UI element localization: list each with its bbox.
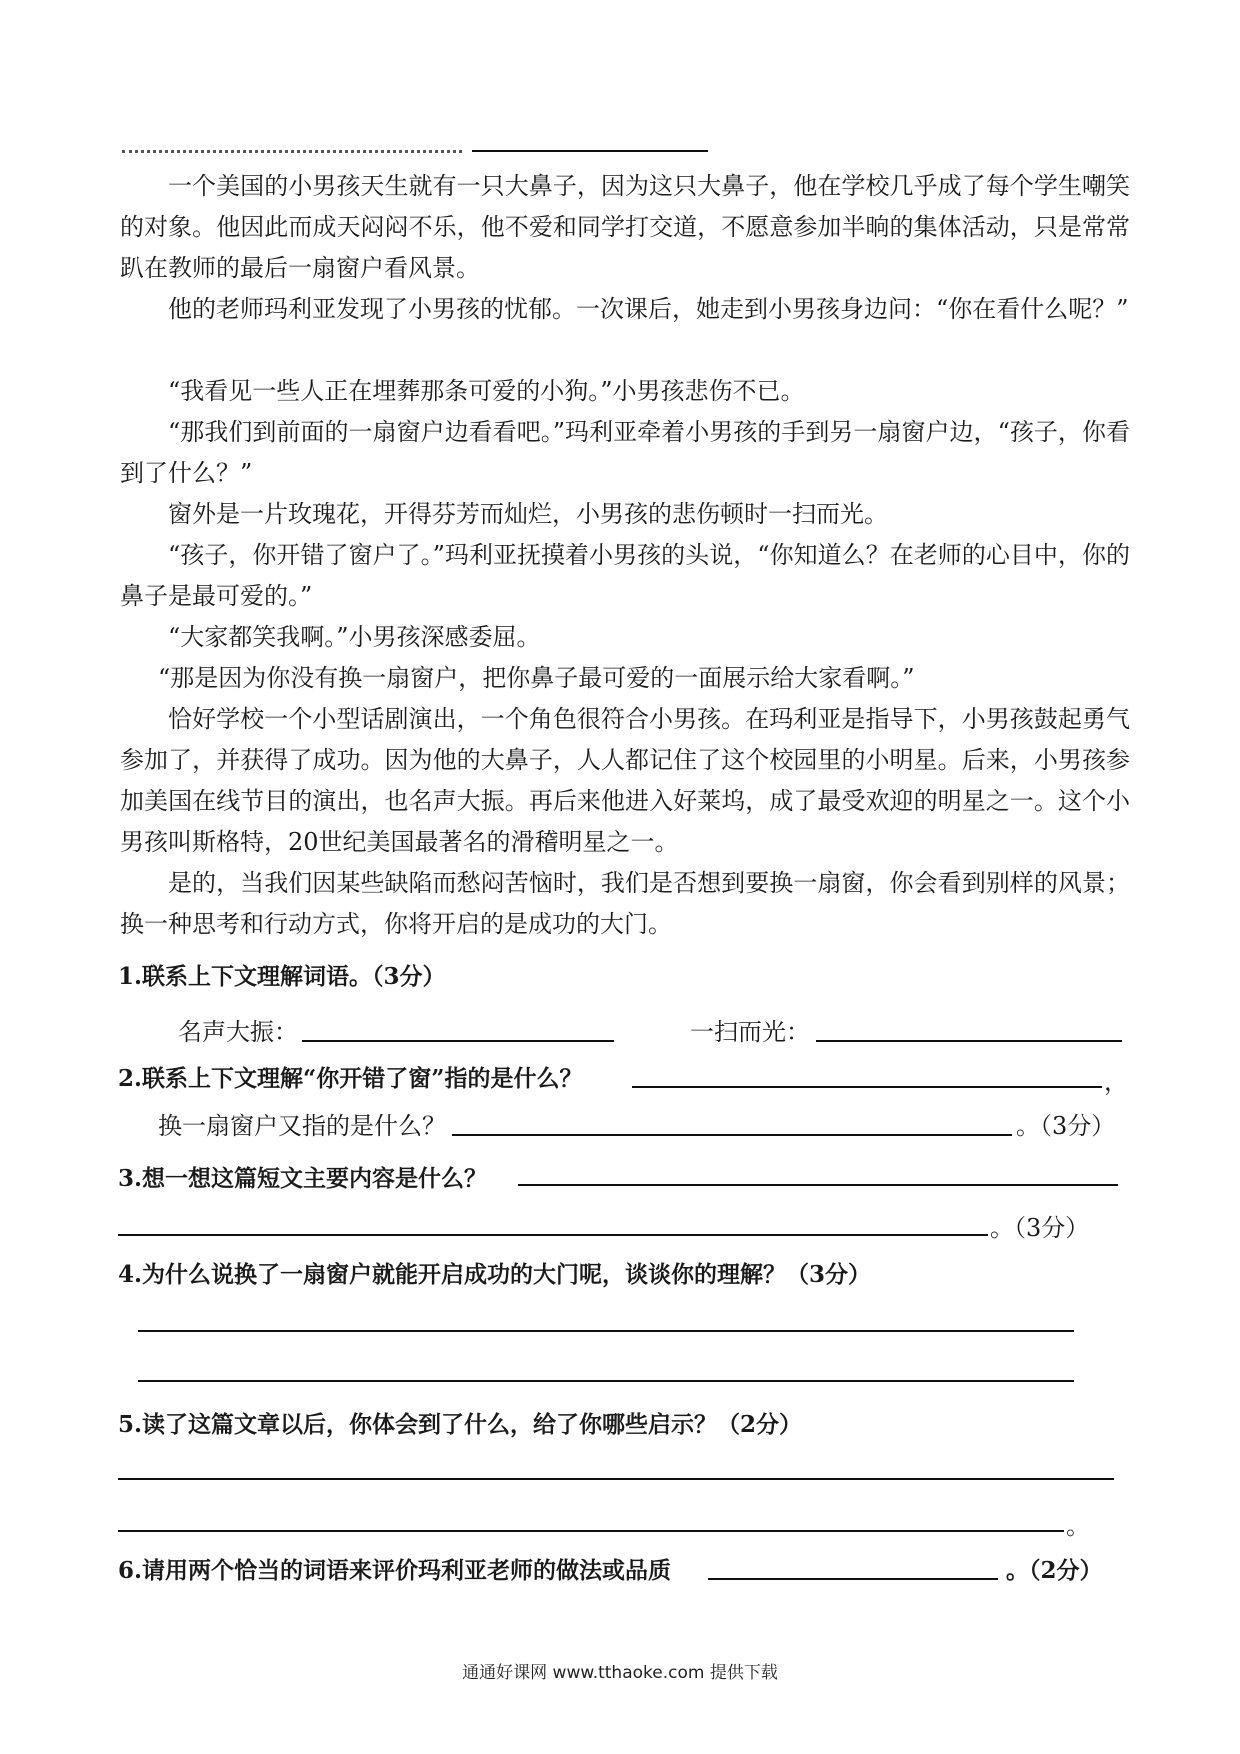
question-5-answer-b[interactable]: [118, 1530, 1064, 1532]
question-4-answer-b[interactable]: [138, 1380, 1074, 1382]
question-3-title: 3.想一想这篇短文主要内容是什么？: [118, 1165, 488, 1192]
passage-paragraph-1: 一个美国的小男孩天生就有一只大鼻子，因为这只大鼻子，他在学校几乎成了每个学生嘲笑的对象。他因此而成天闷闷不乐，他不爱和同学打交道，不愿意参加半晌的集体活动，只是常常趴在教师的最后一扇窗户看风景。: [120, 172, 1130, 282]
question-1-label-b: 一扫而光：: [690, 1018, 810, 1046]
passage-paragraph-5: 窗外是一片玫瑰花，开得芬芳而灿烂，小男孩的悲伤顿时一扫而光。: [168, 500, 888, 528]
footer-source: 通通好课网 www.tthaoke.com 提供下载: [462, 1663, 778, 1683]
question-2-answer-b[interactable]: [452, 1134, 1012, 1136]
question-5-answer-a[interactable]: [118, 1478, 1114, 1480]
question-2-title: 2.联系上下文理解“你开错了窗”指的是什么？: [118, 1065, 583, 1092]
question-4-answer-a[interactable]: [138, 1330, 1074, 1332]
question-4-title: 4.为什么说换了一扇窗户就能开启成功的大门呢，谈谈你的理解？（3分）: [118, 1261, 872, 1288]
passage-paragraph-2: 他的老师玛利亚发现了小男孩的忧郁。一次课后，她走到小男孩身边问：“你在看什么呢？”: [168, 295, 1129, 323]
top-answer-line: [122, 138, 712, 158]
dotted-line: [122, 138, 462, 153]
question-1-answer-b[interactable]: [816, 1040, 1122, 1042]
question-2-comma: ，: [1104, 1068, 1128, 1096]
question-1-label-a: 名声大振：: [178, 1018, 298, 1046]
question-3-points: 。（3分）: [990, 1214, 1090, 1242]
question-1-title: 1.联系上下文理解词语。（3分）: [118, 963, 446, 990]
question-5-title: 5.读了这篇文章以后，你体会到了什么，给了你哪些启示？（2分）: [118, 1411, 803, 1438]
question-2-answer-a[interactable]: [632, 1086, 1102, 1088]
answer-blank[interactable]: [472, 150, 708, 152]
question-6-points: 。（2分）: [1006, 1557, 1103, 1584]
question-3-answer-a[interactable]: [518, 1184, 1118, 1186]
passage-paragraph-3: “我看见一些人正在埋葬那条可爱的小狗。”小男孩悲伤不已。: [168, 377, 805, 405]
passage-paragraph-8: “那是因为你没有换一扇窗户，把你鼻子最可爱的一面展示给大家看啊。”: [158, 664, 915, 692]
question-2-label-b: 换一扇窗户又指的是什么？: [158, 1112, 446, 1140]
passage-paragraph-10: 是的，当我们因某些缺陷而愁闷苦恼时，我们是否想到要换一扇窗，你会看到别样的风景；换一种思考和行动方式，你将开启的是成功的大门。: [120, 869, 1130, 938]
question-5-end: 。: [1066, 1512, 1090, 1540]
question-2-points: 。（3分）: [1016, 1112, 1116, 1140]
passage-paragraph-9: 恰好学校一个小型话剧演出，一个角色很符合小男孩。在玛利亚是指导下，小男孩鼓起勇气参加了，并获得了成功。因为他的大鼻子，人人都记住了这个校园里的小明星。后来，小男孩参加美国在线节目的演出，也名声大振。再后来他进入好莱坞，成了最受欢迎的明星之一。这个小男孩叫斯格特，20世纪美国最著名的滑稽明星之一。: [120, 705, 1130, 856]
passage-paragraph-6: “孩子，你开错了窗户了。”玛利亚抚摸着小男孩的头说，“你知道么？在老师的心目中，你的鼻子是最可爱的。”: [120, 541, 1130, 610]
passage-paragraph-7: “大家都笑我啊。”小男孩深感委屈。: [168, 623, 541, 651]
question-1-answer-a[interactable]: [302, 1040, 614, 1042]
passage-paragraph-4: “那我们到前面的一扇窗户边看看吧。”玛利亚牵着小男孩的手到另一扇窗户边，“孩子，你看到了什么？”: [120, 418, 1130, 487]
question-6-title: 6.请用两个恰当的词语来评价玛利亚老师的做法或品质: [118, 1557, 672, 1584]
question-6-answer[interactable]: [708, 1578, 998, 1580]
question-3-answer-b[interactable]: [118, 1234, 988, 1236]
